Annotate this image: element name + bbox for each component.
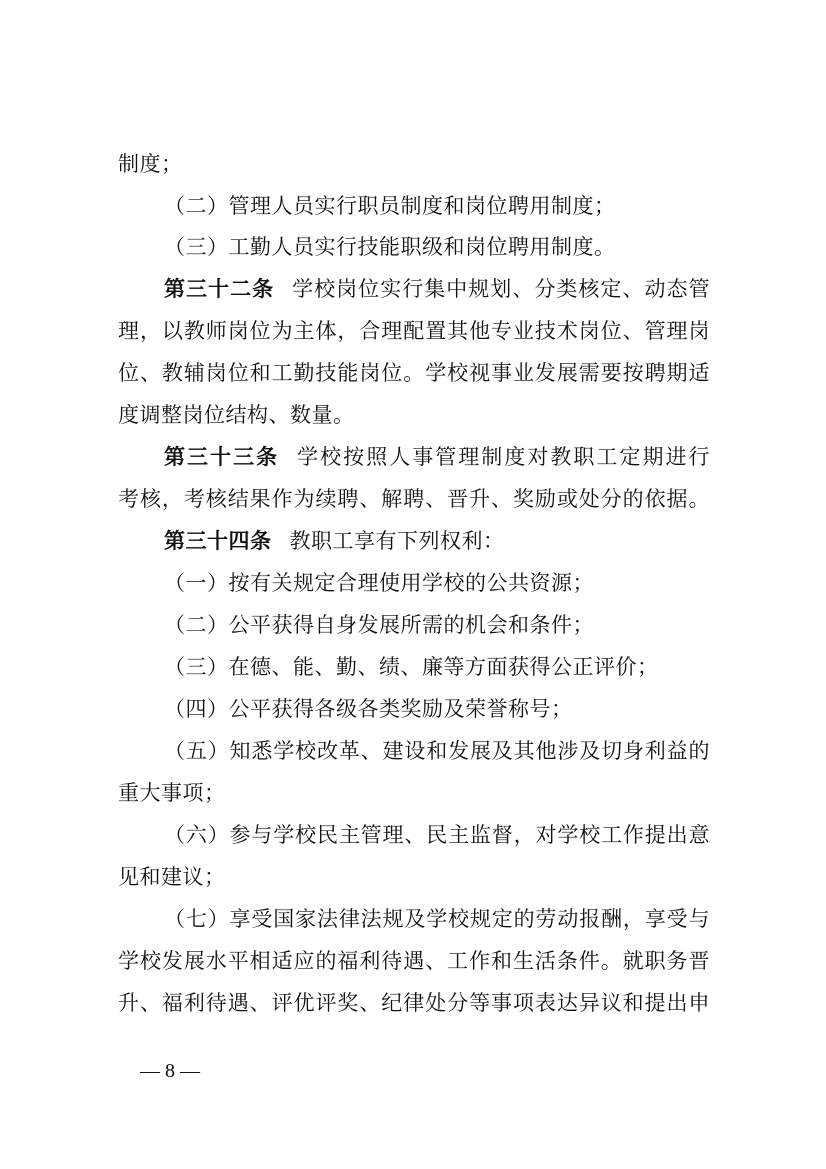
text-line	[118, 313, 710, 349]
text-line	[118, 985, 710, 1021]
text-line	[118, 859, 226, 895]
line-text: （三）工勤人员实行技能职级和岗位聘用制度。	[164, 235, 616, 259]
text-line	[118, 775, 226, 811]
line-text: （三）在德、能、勤、绩、廉等方面获得公正评价；	[164, 655, 659, 679]
line-text: 制度；	[118, 152, 183, 176]
text-line	[164, 188, 616, 224]
line-text: （七）享受国家法律法规及学校规定的劳动报酬，享受与	[164, 907, 710, 931]
line-text: （一）按有关规定合理使用学校的公共资源；	[164, 571, 594, 595]
text-line	[118, 943, 710, 979]
text-line	[164, 229, 616, 265]
article-33-heading: 第三十三条	[164, 444, 280, 469]
line-text: （二）公平获得自身发展所需的机会和条件；	[164, 613, 594, 637]
line-text: 重大事项；	[118, 781, 226, 805]
line-text: 升、福利待遇、评优评奖、纪律处分等事项表达异议和提出申	[118, 991, 710, 1015]
line-text: 学校岗位实行集中规划、分类核定、动态管	[292, 277, 710, 301]
text-line	[164, 565, 594, 601]
article-32-line	[164, 271, 710, 307]
text-line	[164, 691, 573, 727]
line-text: 位、教辅岗位和工勤技能岗位。学校视事业发展需要按聘期适	[118, 361, 710, 385]
line-text: 教职工享有下列权利：	[289, 529, 505, 553]
text-line	[118, 397, 355, 433]
text-line	[164, 649, 659, 685]
text-line	[164, 901, 710, 937]
text-line	[164, 607, 594, 643]
article-33-line	[164, 439, 710, 475]
text-line	[164, 817, 710, 853]
line-text: 见和建议；	[118, 865, 226, 889]
line-text: 学校按照人事管理制度对教职工定期进行	[297, 445, 711, 469]
text-line	[118, 146, 183, 182]
line-text: 理，以教师岗位为主体，合理配置其他专业技术岗位、管理岗	[118, 319, 710, 343]
line-text: （四）公平获得各级各类奖励及荣誉称号；	[164, 697, 573, 721]
line-text: 度调整岗位结构、数量。	[118, 403, 355, 427]
text-line	[118, 481, 710, 517]
line-text: （二）管理人员实行职员制度和岗位聘用制度；	[164, 194, 616, 218]
text-line	[118, 355, 710, 391]
article-34-line	[164, 523, 505, 559]
article-32-heading: 第三十二条	[164, 276, 275, 301]
line-text: （五）知悉学校改革、建设和发展及其他涉及切身利益的	[164, 739, 710, 763]
page-number: — 8 —	[140, 1060, 200, 1082]
line-text: 学校发展水平相适应的福利待遇、工作和生活条件。就职务晋	[118, 949, 710, 973]
line-text: 考核，考核结果作为续聘、解聘、晋升、奖励或处分的依据。	[118, 487, 710, 511]
line-text: （六）参与学校民主管理、民主监督，对学校工作提出意	[164, 823, 710, 847]
text-line	[164, 733, 710, 769]
article-34-heading: 第三十四条	[164, 528, 272, 553]
